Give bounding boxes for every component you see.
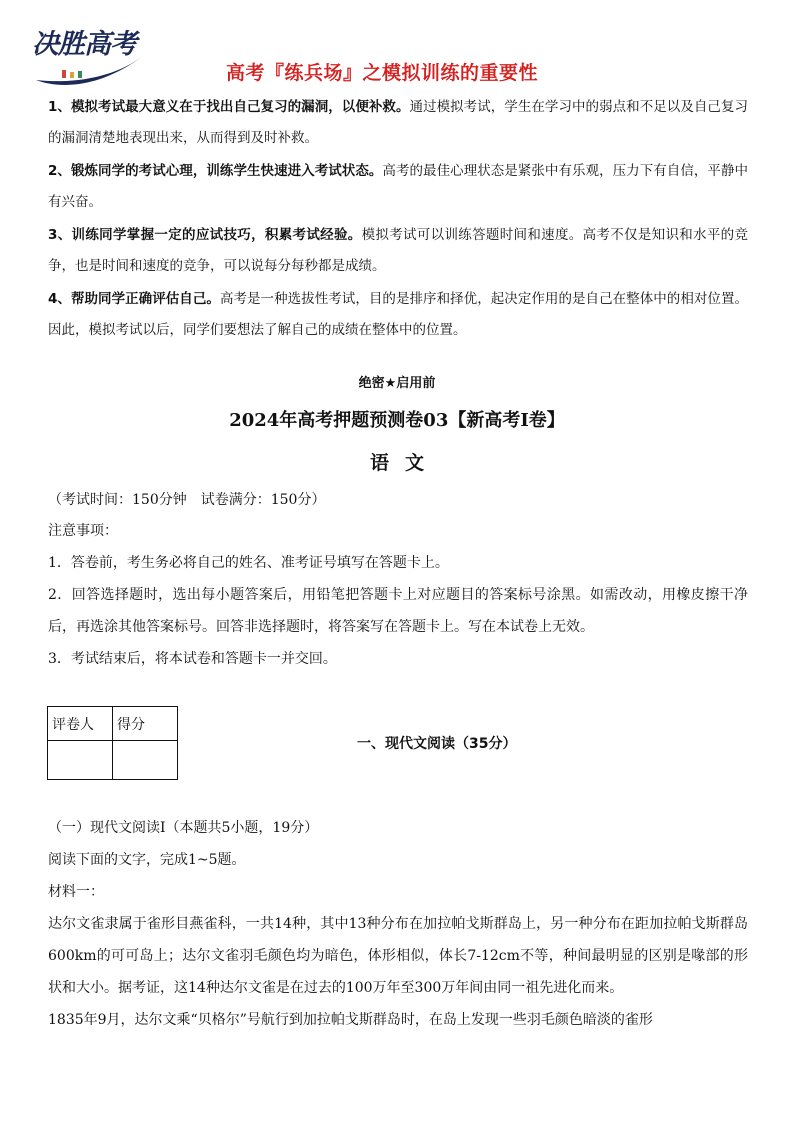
reading-paragraph: 1835年9月，达尔文乘“贝格尔”号航行到加拉帕戈斯群岛时，在岛上发现一些羽毛颜色暗淡的雀形 bbox=[48, 1012, 653, 1028]
material-label: 材料一： bbox=[48, 884, 104, 900]
intro-item-bold: 4、帮助同学正确评估自己。 bbox=[48, 291, 220, 307]
note-item: 3．考试结束后，将本试卷和答题卡一并交回。 bbox=[48, 651, 337, 667]
intro-item-text: 通过模拟考试，学生在学习中的弱点和不足以及自己复习的漏洞清楚地表现出来，从而得到及时补救。 bbox=[48, 99, 749, 146]
reading-section bbox=[48, 812, 748, 1036]
score-header: 得分 bbox=[113, 707, 178, 741]
section-heading: 一、现代文阅读（35分） bbox=[357, 736, 517, 752]
notes-heading: 注意事项： bbox=[48, 523, 118, 539]
intro-item-bold: 3、训练同学掌握一定的应试技巧，积累考试经验。 bbox=[48, 227, 362, 243]
subject-title: 语文 bbox=[369, 452, 440, 474]
reading-paragraph: 达尔文雀隶属于雀形目燕雀科，一共14种，其中13种分布在加拉帕戈斯群岛上，另一种分布在距加拉帕戈斯群岛600km的可可岛上；达尔文雀羽毛颜色均为暗色，体形相似，体长7-12cm不等，种间最明显的区别是喙部的形状和大小。据考证，这14种达尔文雀是在过去的100万年至300万年间由同一祖先进化而来。 bbox=[48, 916, 748, 996]
score-cell[interactable] bbox=[113, 741, 178, 780]
grader-header: 评卷人 bbox=[48, 707, 113, 741]
intro-section bbox=[48, 92, 748, 348]
intro-item-text: 高考是一种选拔性考试，目的是排序和择优，起决定作用的是自己在整体中的相对位置。因此，模拟考试以后，同学们要想法了解自己的成绩在整体中的位置。 bbox=[48, 291, 748, 338]
intro-item-text: 模拟考试可以训练答题时间和速度。高考不仅是知识和水平的竞争，也是时间和速度的竞争，可以说每分每秒都是成绩。 bbox=[48, 227, 748, 274]
logo-swoosh-icon bbox=[32, 50, 144, 90]
intro-item bbox=[48, 284, 748, 346]
reading-instruction: 阅读下面的文字，完成1~5题。 bbox=[48, 852, 246, 868]
note-item: 1．答卷前，考生务必将自己的姓名、准考证号填写在答题卡上。 bbox=[48, 555, 449, 571]
intro-item-text: 高考的最佳心理状态是紧张中有乐观，压力下有自信，平静中有兴奋。 bbox=[48, 163, 748, 210]
notes-section bbox=[48, 515, 748, 675]
intro-item-bold: 1、模拟考试最大意义在于找出自己复习的漏洞，以便补救。 bbox=[48, 99, 410, 115]
intro-item bbox=[48, 156, 748, 218]
banner-title: 高考『练兵场』之模拟训练的重要性 bbox=[226, 62, 539, 84]
intro-item bbox=[48, 220, 748, 282]
paper-title: 2024年高考押题预测卷03【新高考I卷】 bbox=[229, 410, 565, 431]
secret-label: 绝密★启用前 bbox=[358, 376, 436, 391]
exam-info: （考试时间：150分钟 试卷满分：150分） bbox=[48, 492, 326, 508]
note-item: 2．回答选择题时，选出每小题答案后，用铅笔把答题卡上对应题目的答案标号涂黑。如需改动，用橡皮擦干净后，再选涂其他答案标号。回答非选择题时，将答案写在答题卡上。写在本试卷上无效。 bbox=[48, 587, 748, 635]
intro-item bbox=[48, 92, 748, 154]
reading-subheading: （一）现代文阅读I（本题共5小题，19分） bbox=[48, 820, 319, 836]
grader-table bbox=[47, 706, 178, 780]
grader-cell[interactable] bbox=[48, 741, 113, 780]
logo-text: 决胜高考 bbox=[32, 29, 136, 60]
logo bbox=[32, 22, 144, 88]
intro-item-bold: 2、锻炼同学的考试心理，训练学生快速进入考试状态。 bbox=[48, 163, 383, 179]
